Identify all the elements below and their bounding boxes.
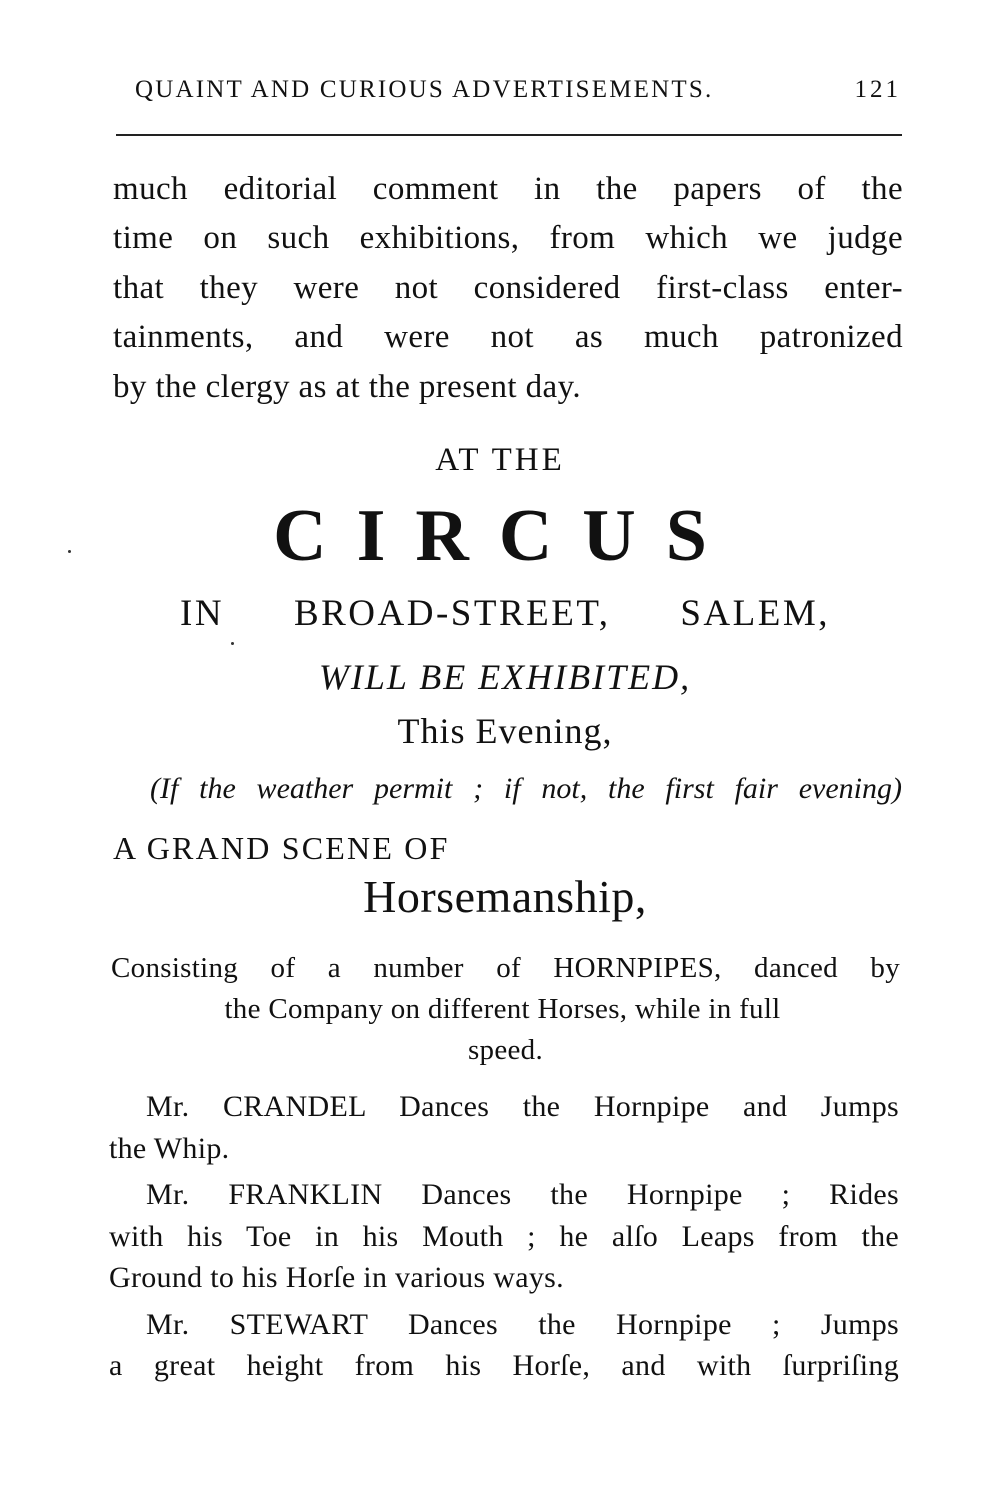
header-rule bbox=[116, 134, 902, 136]
ad-weather-note: (If the weather permit ; if not, the first fair evening) bbox=[150, 772, 902, 805]
act-line: with his Toe in his Mouth ; he alſo Leaps from the bbox=[109, 1219, 899, 1253]
paragraph-line: that they were not considered first-class enter- bbox=[113, 269, 903, 306]
consisting-line: the Company on different Horses, while in full bbox=[224, 993, 781, 1025]
consisting-line: speed. bbox=[467, 1034, 544, 1066]
act-line: a great height from his Horſe, and with ſurpriſing bbox=[109, 1349, 899, 1382]
ad-this-evening: This Evening, bbox=[397, 711, 613, 751]
act-stewart bbox=[109, 1304, 899, 1387]
body-paragraph bbox=[113, 165, 903, 412]
act-line: Mr. STEWART Dances the Hornpipe ; Jumps bbox=[146, 1307, 899, 1341]
act-line: Mr. FRANKLIN Dances the Hornpipe ; Rides bbox=[146, 1178, 899, 1211]
act-line: the Whip. bbox=[109, 1131, 230, 1165]
ad-grand-scene: A GRAND SCENE OF bbox=[113, 830, 450, 866]
consisting-line: Consisting of a number of HORNPIPES, danced by bbox=[111, 952, 900, 984]
ad-at-the: AT THE bbox=[435, 442, 565, 478]
act-crandel bbox=[109, 1086, 899, 1169]
paragraph-line: by the clergy as at the present day. bbox=[113, 368, 581, 405]
ad-acts bbox=[109, 1086, 899, 1392]
ad-circus-heading: CIRCUS bbox=[273, 495, 737, 577]
act-franklin bbox=[109, 1174, 899, 1299]
ad-consisting bbox=[111, 948, 900, 1071]
running-head-title: QUAINT AND CURIOUS ADVERTISEMENTS. bbox=[135, 76, 714, 103]
paragraph-line: tainments, and were not as much patronized bbox=[113, 319, 903, 356]
paragraph-line: much editorial comment in the papers of the bbox=[113, 171, 903, 207]
ad-location: IN BROAD-STREET, SALEM, bbox=[180, 593, 830, 634]
print-speck bbox=[231, 642, 234, 645]
ad-horsemanship: Horsemanship, bbox=[363, 871, 647, 922]
act-line: Ground to his Horſe in various ways. bbox=[109, 1261, 564, 1294]
print-speck bbox=[68, 550, 71, 553]
ad-will-be-exhibited: WILL BE EXHIBITED, bbox=[318, 657, 692, 697]
act-line: Mr. CRANDEL Dances the Hornpipe and Jumps bbox=[146, 1090, 899, 1123]
paragraph-line: time on such exhibitions, from which we judge bbox=[113, 220, 903, 257]
page-number: 121 bbox=[854, 76, 901, 103]
